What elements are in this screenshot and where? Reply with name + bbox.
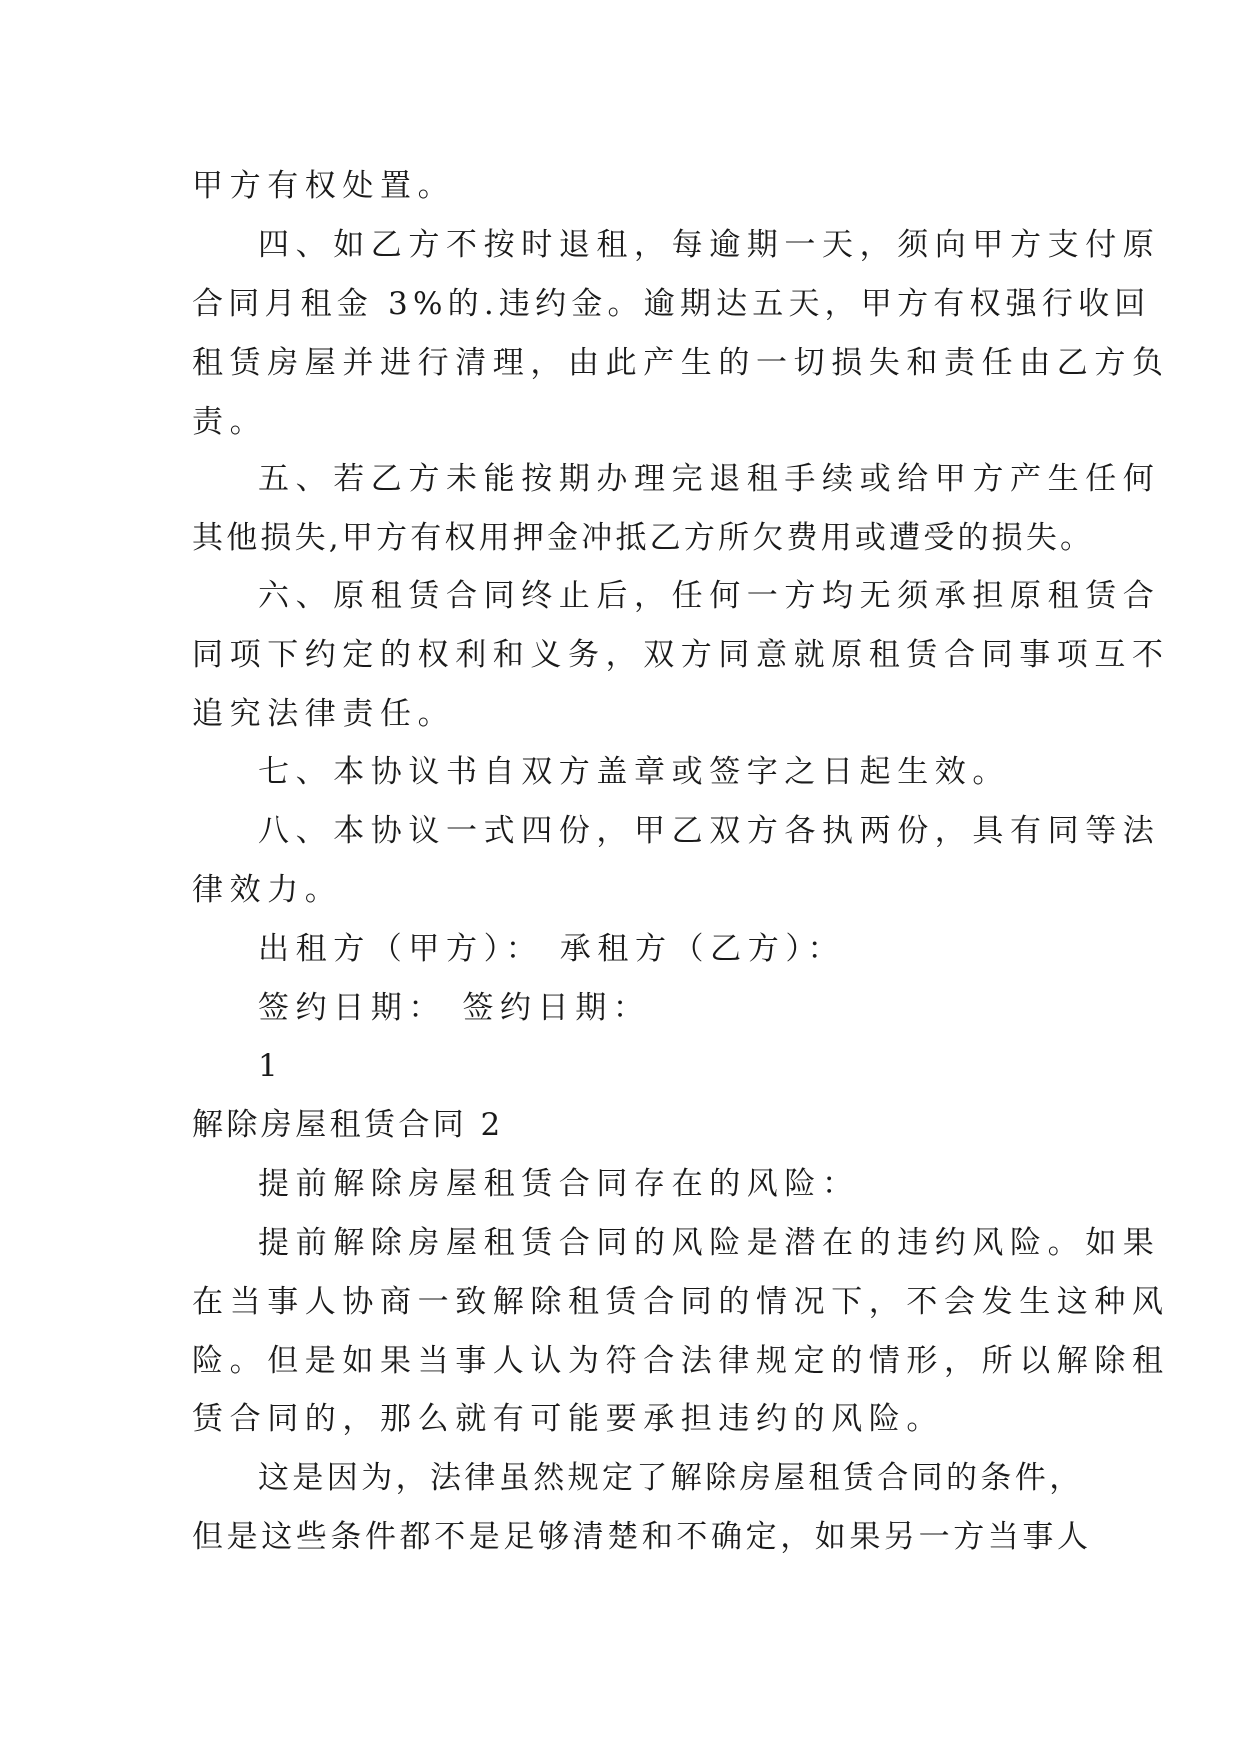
paragraph-line: 追究法律责任。	[192, 696, 456, 732]
clause-six-line: 六、原租赁合同终止后，任何一方均无须承担原租赁合	[258, 578, 1161, 614]
clause-five-line: 五、若乙方未能按期办理完退租手续或给甲方产生任何	[258, 461, 1161, 497]
paragraph-line: 提前解除房屋租赁合同的风险是潜在的违约风险。如果	[258, 1225, 1161, 1261]
paragraph-line: 责。	[192, 404, 268, 440]
section-heading: 解除房屋租赁合同 2	[192, 1107, 504, 1143]
paragraph-line: 但是这些条件都不是足够清楚和不确定，如果另一方当事人	[192, 1519, 1092, 1555]
paragraph-line: 租赁房屋并进行清理，由此产生的一切损失和责任由乙方负	[192, 345, 1170, 381]
clause-four-line: 四、如乙方不按时退租，每逾期一天，须向甲方支付原	[258, 227, 1161, 263]
clause-seven-line: 七、本协议书自双方盖章或签字之日起生效。	[258, 754, 1010, 790]
paragraph-line: 同项下约定的权利和义务，双方同意就原租赁合同事项互不	[192, 637, 1170, 673]
paragraph-line: 这是因为，法律虽然规定了解除房屋租赁合同的条件，	[258, 1460, 1084, 1496]
signatory-parties: 出租方（甲方）： 承租方（乙方）：	[258, 931, 846, 967]
paragraph-line: 赁合同的，那么就有可能要承担违约的风险。	[192, 1401, 944, 1437]
paragraph-line: 合同月租金 3%的.违约金。逾期达五天，甲方有权强行收回	[192, 286, 1151, 322]
clause-eight-line: 八、本协议一式四份，甲乙双方各执两份，具有同等法	[258, 813, 1161, 849]
paragraph-line: 律效力。	[192, 872, 343, 908]
paragraph-line: 甲方有权处置。	[192, 168, 456, 204]
subheading: 提前解除房屋租赁合同存在的风险：	[258, 1166, 860, 1202]
paragraph-line: 险。但是如果当事人认为符合法律规定的情形，所以解除租	[192, 1343, 1170, 1379]
page-number: 1	[258, 1048, 285, 1084]
paragraph-line: 在当事人协商一致解除租赁合同的情况下，不会发生这种风	[192, 1284, 1170, 1320]
paragraph-line: 其他损失,甲方有权用押金冲抵乙方所欠费用或遭受的损失。	[192, 520, 1095, 556]
signing-dates: 签约日期： 签约日期：	[258, 990, 651, 1026]
